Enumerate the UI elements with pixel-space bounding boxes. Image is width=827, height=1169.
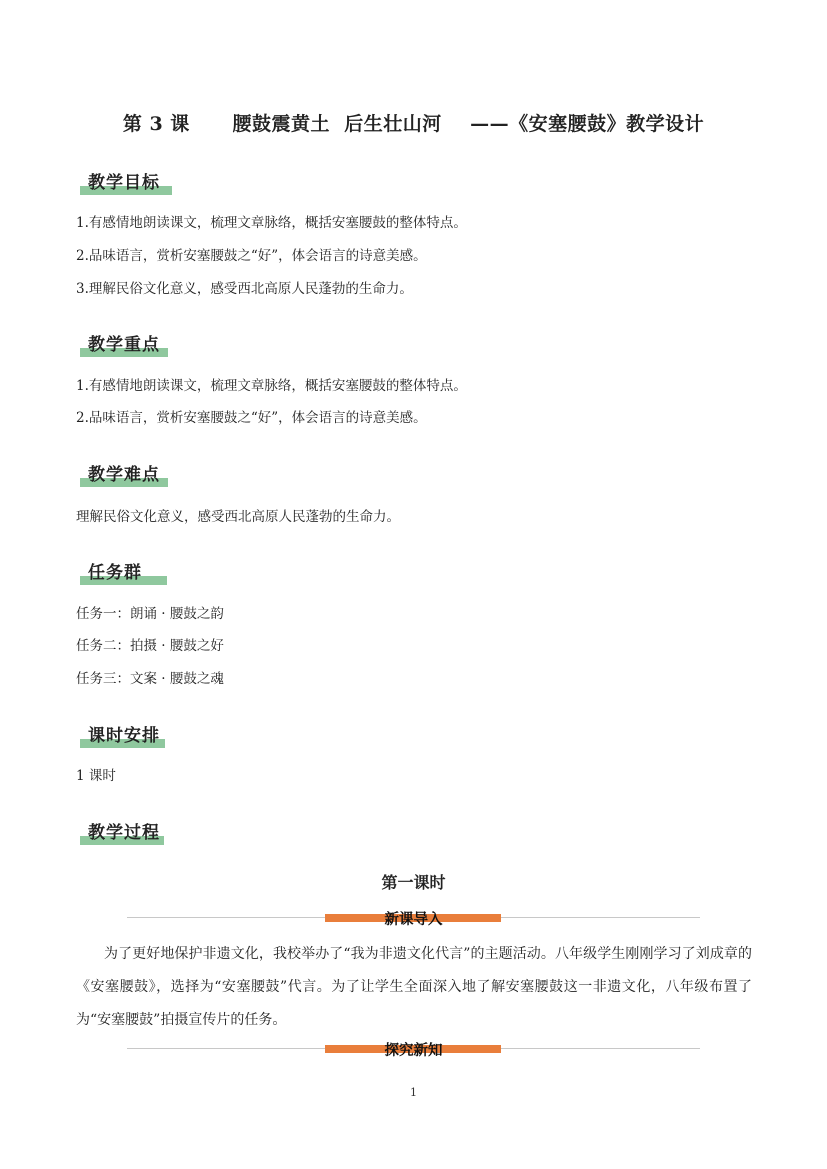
divider-intro bbox=[127, 908, 700, 928]
section-heading-tasks bbox=[80, 555, 167, 585]
divider-label: 探究新知 bbox=[384, 1042, 443, 1059]
section-heading-difficulties bbox=[80, 457, 168, 487]
section-heading-objectives bbox=[80, 165, 172, 195]
heading-text: 教学重点 bbox=[88, 335, 160, 355]
key-point-item: 2.品味语言，赏析安塞腰鼓之“好”，体会语言的诗意美感。 bbox=[76, 410, 427, 426]
schedule-item: 1 课时 bbox=[76, 768, 116, 784]
divider-explore bbox=[127, 1039, 700, 1059]
heading-text: 教学目标 bbox=[88, 173, 160, 193]
document-title: 第 3 课 腰鼓震黄土 后生壮山河 ——《安塞腰鼓》教学设计 bbox=[122, 113, 705, 135]
objective-item: 3.理解民俗文化意义，感受西北高原人民蓬勃的生命力。 bbox=[76, 281, 413, 297]
difficulty-item: 理解民俗文化意义，感受西北高原人民蓬勃的生命力。 bbox=[76, 509, 400, 525]
divider-label: 新课导入 bbox=[384, 911, 443, 928]
section-heading-schedule bbox=[80, 718, 165, 748]
lesson-title: 第一课时 bbox=[381, 873, 446, 892]
page-number: 1 bbox=[410, 1086, 417, 1099]
heading-text: 教学过程 bbox=[88, 823, 160, 843]
heading-text: 任务群 bbox=[88, 563, 142, 583]
intro-paragraph: 为了更好地保护非遗文化，我校举办了“我为非遗文化代言”的主题活动。八年级学生刚刚学习了刘成章的《安塞腰鼓》，选择为“安塞腰鼓”代言。为了让学生全面深入地了解安塞腰鼓这一非遗文化，八年级布置了为“安塞腰鼓”拍摄宣传片的任务。 bbox=[76, 946, 752, 1028]
task-item: 任务一：朗诵 · 腰鼓之韵 bbox=[76, 606, 224, 622]
key-point-item: 1.有感情地朗读课文，梳理文章脉络，概括安塞腰鼓的整体特点。 bbox=[76, 378, 467, 394]
objective-item: 1.有感情地朗读课文，梳理文章脉络，概括安塞腰鼓的整体特点。 bbox=[76, 215, 467, 231]
section-heading-process bbox=[80, 815, 164, 845]
section-heading-key-points bbox=[80, 327, 168, 357]
task-item: 任务三：文案 · 腰鼓之魂 bbox=[76, 671, 224, 687]
objective-item: 2.品味语言，赏析安塞腰鼓之“好”，体会语言的诗意美感。 bbox=[76, 248, 427, 264]
heading-text: 教学难点 bbox=[88, 465, 160, 485]
heading-text: 课时安排 bbox=[88, 726, 160, 746]
task-item: 任务二：拍摄 · 腰鼓之好 bbox=[76, 638, 224, 654]
